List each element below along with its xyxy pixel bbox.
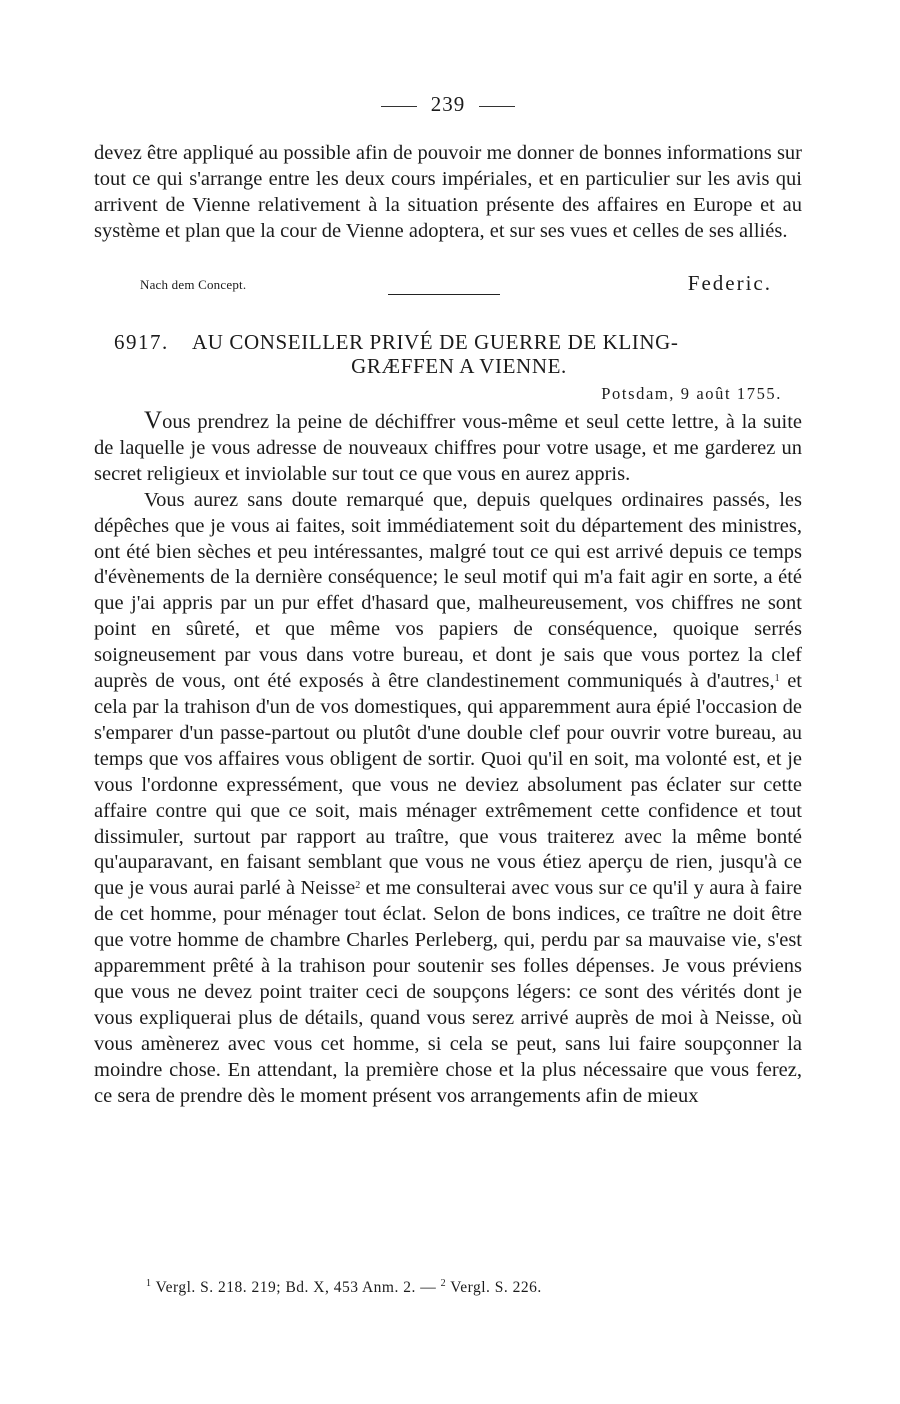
section-divider bbox=[388, 294, 500, 295]
signature-row bbox=[94, 270, 802, 300]
page-number-dash-left bbox=[381, 106, 417, 107]
paragraph-2-text-c: et me consulterai avec vous sur ce qu'il y aura à faire de cet homme, pour ménager tout éclat. Selon de bons indices, ce traître ne doit être que votre homme de chambre Charles Perleberg, qui, perdu par sa mauvaise vie, s'est apparemment prêté à la trahison pour soutenir ses folles dépenses. Je vous préviens que vous ne devez point traiter ceci de soupçons légers: ce sont des vérités dont je vous expliquerai plus de détails, quand vous serez arrivé auprès de moi à Neisse, où vous amènerez avec vous cet homme, si cela se peut, sans lui faire soupçonner la moindre chose. En attendant, la première chose et la plus nécessaire que vous ferez, ce sera de prendre dès le moment présent vos arrangements afin de mieux bbox=[94, 877, 802, 1107]
footnote-mark-1: 1 bbox=[146, 1278, 152, 1289]
paragraph-2-text-b: et cela par la trahison d'un de vos domestiques, qui apparemment aura épié l'occasion de s'emparer d'un passe-partout ou plutôt d'une double clef pour ouvrir votre bureau, au temps que vos affaires vous obligent de sortir. Quoi qu'il en soit, ma volonté est, et je vous l'ordonne expressément, que vous ne deviez absolument pas éclater sur cette affaire contre qui que ce soit, mais ménager extrêmement cette confidence et tout dissimuler, surtout par rapport au traître, que vous traiterez avec la même bonté qu'auparavant, en faisant semblant que vous ne vous étiez aperçu de rien, jusqu'à ce que je vous aurai parlé à Neisse bbox=[94, 670, 803, 900]
footnote-text-2: Vergl. S. 226. bbox=[446, 1279, 542, 1296]
page-number-dash-right bbox=[479, 106, 515, 107]
footnote-text-1: Vergl. S. 218. 219; Bd. X, 453 Anm. 2. — bbox=[151, 1279, 441, 1296]
letter-paragraph-1 bbox=[94, 407, 802, 488]
previous-letter-ending bbox=[94, 141, 802, 245]
footnotes bbox=[146, 1279, 542, 1297]
page-number-value: 239 bbox=[430, 92, 466, 116]
letter-heading bbox=[114, 330, 774, 378]
previous-letter-paragraph: devez être appliqué au possible afin de pouvoir me donner de bonnes informations sur tout ce qui s'arrange entre les deux cours impériales, et en particulier sur les avis qui arrivent de Vienne relativement à la situation présente des affaires en Europe et au système et plan que la cour de Vienne adoptera, et sur ses vues et celles de ses alliés. bbox=[94, 142, 802, 242]
dateline: Potsdam, 9 août 1755. bbox=[601, 384, 782, 403]
signature: Federic. bbox=[687, 271, 772, 295]
letter-title-line2: GRÆFFEN A VIENNE. bbox=[351, 354, 567, 378]
drop-cap: V bbox=[144, 407, 163, 434]
page-number bbox=[94, 92, 802, 117]
paragraph-2-text-a: Vous aurez sans doute remarqué que, depuis quelques ordinaires passés, les dépêches que je vous ai faites, soit immédiatement soit du département des ministres, ont été bien sèches et peu intéressantes, malgré tout ce qui est arrivé depuis ce temps d'évènements de la dernière conséquence; le seul motif qui m'a fait agir en sorte, a été que j'ai appris par un pur effet d'hasard que, malheureusement, vos chiffres ne sont point en sûreté, et que même vos papiers de conséquence, quoique serrés soigneusement par vous dans votre bureau, et dont je sais que vous portez la clef auprès de vous, ont été exposés à être clandestinement communiqués à d'autres, bbox=[94, 488, 802, 693]
letter-paragraph-2 bbox=[94, 488, 802, 1110]
source-note: Nach dem Concept. bbox=[140, 277, 247, 292]
letter-number: 6917. bbox=[114, 330, 169, 354]
letter-body bbox=[94, 407, 803, 1109]
footnote-ref-1[interactable]: 1 bbox=[774, 673, 780, 685]
footnote-mark-2: 2 bbox=[440, 1278, 447, 1289]
letter-title-line1: AU CONSEILLER PRIVÉ DE GUERRE DE KLING- bbox=[192, 330, 679, 354]
paragraph-1-text: ous prendrez la peine de déchiffrer vous-même et seul cette lettre, à la suite de laquelle je vous adresse de nouveaux chiffres pour votre usage, et me garderez un secret religieux et inviolable sur tout ce que vous en aurez appris. bbox=[94, 411, 802, 485]
footnote-ref-2[interactable]: 2 bbox=[355, 880, 361, 892]
